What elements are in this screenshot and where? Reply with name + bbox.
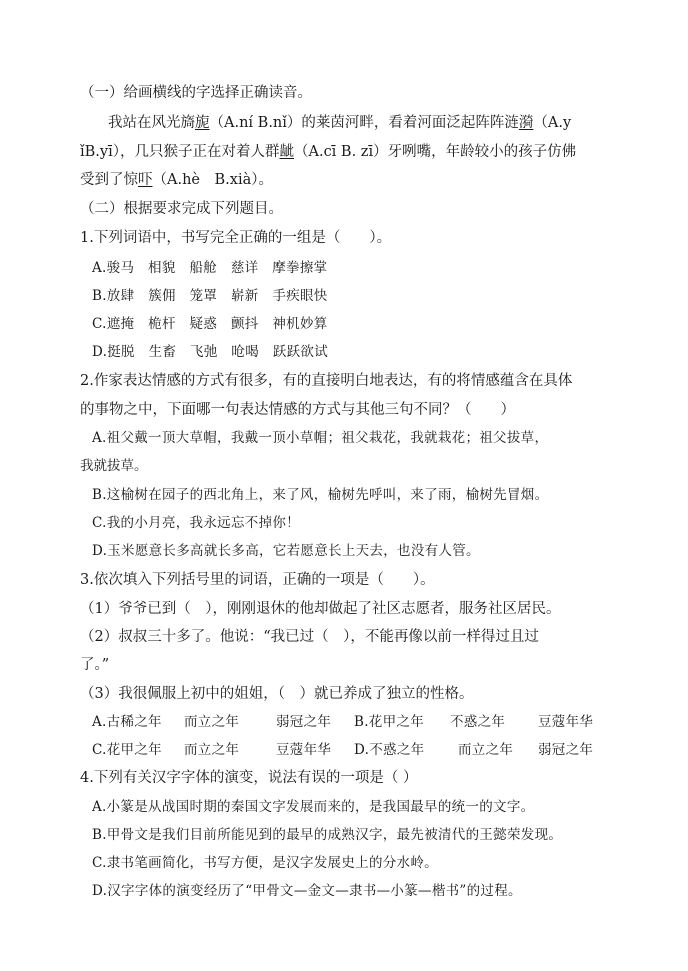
q3-sentence3: （3）我很佩服上初中的姐姐，（ ）就已养成了独立的性格。: [80, 686, 474, 702]
q4-option-c: C.隶书笔画简化，书写方便，是汉字发展史上的分水岭。: [92, 855, 438, 871]
q2-stem-line2: 的事物之中，下面哪一句表达情感的方式与其他三句不同？（ ）: [80, 402, 515, 418]
q3-option-d: D.不惑之年 而立之年 弱冠之年: [354, 742, 594, 758]
q3-sentence2-line1: （2）叔叔三十多了。他说：“我已过（ ），不能再像以前一样得过且过: [80, 629, 539, 645]
q2-option-d: D.玉米愿意长多高就长多高，它若愿意长上天去，也没有人管。: [92, 543, 480, 559]
section1-para-line3: 受到了惊吓（A.hè B.xià）。: [80, 172, 273, 188]
q4-stem: 4.下列有关汉字字体的演变，说法有误的一项是（ ）: [80, 770, 418, 786]
q3-option-b: B.花甲之年 不惑之年 豆蔻年华: [354, 714, 594, 730]
q1-option-c: C.遮掩 桅杆 疑惑 颤抖 神机妙算: [92, 316, 328, 332]
section1-heading: （一）给画横线的字选择正确读音。: [80, 85, 312, 101]
q4-option-a: A.小篆是从战国时期的秦国文字发展而来的，是我国最早的统一的文字。: [92, 799, 535, 815]
underlined-char: 旎: [195, 115, 210, 131]
q2-stem-line1: 2.作家表达情感的方式有很多，有的直接明白地表达，有的将情感蕴含在具体: [80, 373, 573, 389]
q3-option-c: C.花甲之年 而立之年 豆蔻年华: [92, 742, 332, 758]
q1-option-a: A.骏马 相貌 船舱 慈详 摩拳擦掌: [92, 260, 328, 276]
q1-option-b: B.放肆 簇佣 笼罩 崭新 手疾眼快: [92, 288, 328, 304]
q2-option-c: C.我的小月亮，我永远忘不掉你！: [92, 515, 300, 531]
q1-option-d: D.挺脱 生畜 飞弛 呛喝 跃跃欲试: [92, 344, 329, 360]
q4-option-d: D.汉字字体的演变经历了“甲骨文—金文—隶书—小篆—楷书”的过程。: [92, 883, 522, 899]
q4-option-b: B.甲骨文是我们目前所能见到的最早的成熟汉字，最先被清代的王懿荣发现。: [92, 827, 563, 843]
q2-option-a-line2: 我就拔草。: [80, 458, 148, 474]
q2-option-b: B.这榆树在园子的西北角上，来了风，榆树先呼叫，来了雨，榆树先冒烟。: [92, 487, 549, 503]
q3-stem: 3.依次填入下列括号里的词语，正确的一项是（ ）。: [80, 572, 435, 588]
underlined-char: 龇: [279, 144, 294, 160]
underlined-char: 吓: [138, 172, 153, 188]
q1-stem: 1.下列词语中，书写完全正确的一组是（ ）。: [80, 230, 392, 246]
q3-sentence2-line2: 了。”: [80, 657, 110, 673]
q3-option-a: A.古稀之年 而立之年 弱冠之年: [92, 714, 332, 730]
underlined-char: 漪: [518, 115, 534, 131]
section1-para-line1: 我站在风光旖旎（A.ní B.nǐ）的莱茵河畔，看着河面泛起阵阵涟漪（A.y: [108, 115, 572, 131]
section1-para-line2: ǐB.yī），几只猴子正在对着人群龇（A.cī B. zī）牙咧嘴，年龄较小的孩子仿佛: [80, 144, 577, 160]
q3-sentence1: （1）爷爷已到（ ），刚刚退休的他却做起了社区志愿者，服务社区居民。: [80, 601, 561, 617]
q2-option-a-line1: A.祖父戴一顶大草帽，我戴一顶小草帽；祖父栽花，我就栽花；祖父拔草，: [92, 430, 549, 446]
section2-heading: （二）根据要求完成下列题目。: [80, 201, 283, 217]
